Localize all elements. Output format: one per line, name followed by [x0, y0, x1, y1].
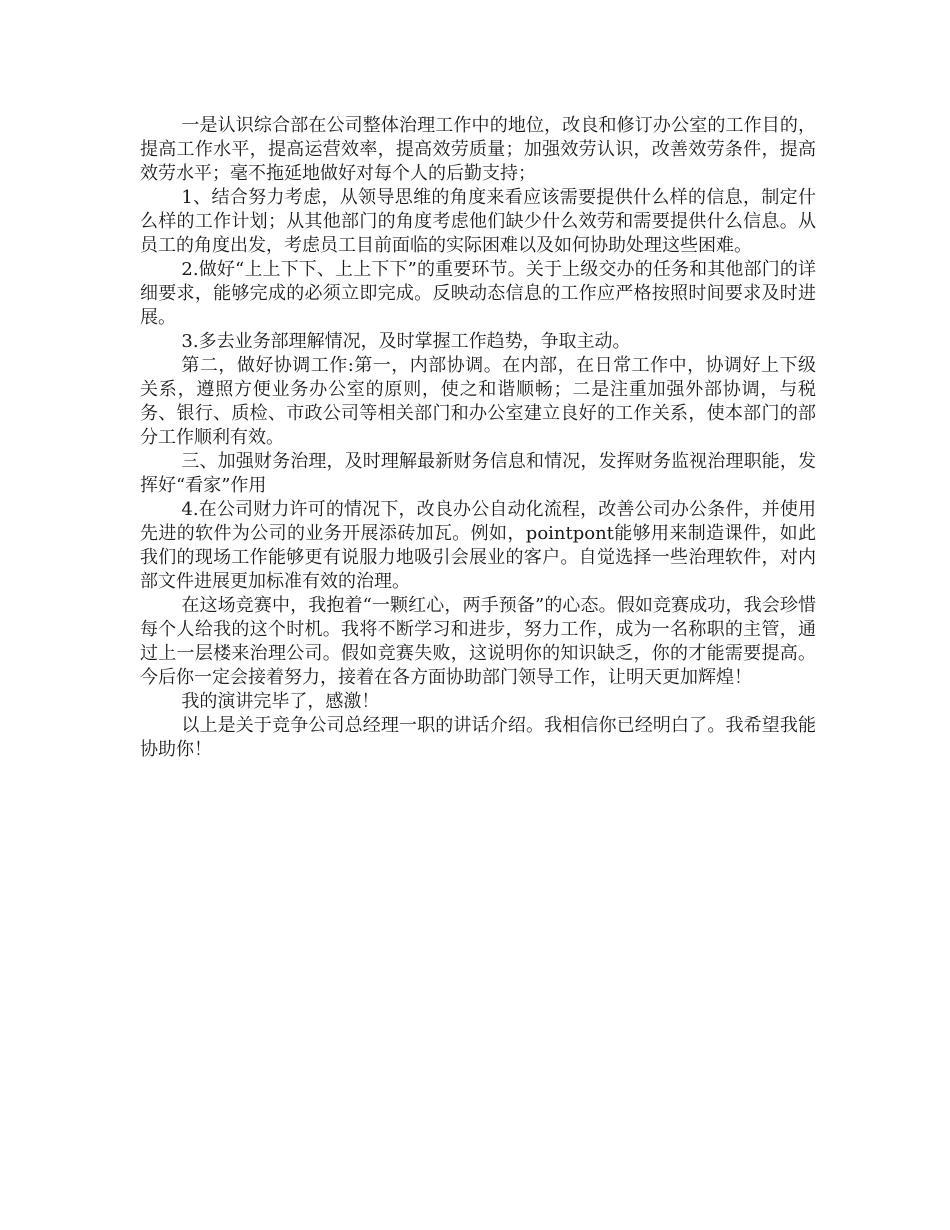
paragraph-competition: 在这场竞赛中，我抱着“一颗红心，两手预备”的心态。假如竞赛成功，我会珍惜每个人给我的这个时机。我将不断学习和进步，努力工作，成为一名称职的主管，通过上一层楼来治理公司。假如竞赛失败，这说明你的知识缺乏，你的才能需要提高。今后你一定会接着努力，接着在各方面协助部门领导工作，让明天更加辉煌！: [140, 595, 816, 688]
paragraph-item-4: 4.在公司财力许可的情况下，改良办公自动化流程，改善公司办公条件，并使用先进的软件为公司的业务开展添砖加瓦。例如，pointpont能够用来制造课件，如此我们的现场工作能够更有说服力地吸引会展业的客户。自觉选择一些治理软件，对内部文件进展更加标准有效的治理。: [140, 499, 816, 592]
paragraph-coordination: 第二，做好协调工作:第一，内部协调。在内部，在日常工作中，协调好上下级关系，遵照方便业务办公室的原则，使之和谐顺畅；二是注重加强外部协调，与税务、银行、质检、市政公司等相关部门和办公室建立良好的工作关系，使本部门的部分工作顺利有效。: [140, 355, 816, 448]
paragraph-item-3: 3.多去业务部理解情况，及时掌握工作趋势，争取主动。: [181, 331, 631, 352]
paragraph-closing: 我的演讲完毕了，感激！: [181, 691, 380, 712]
document-body: [140, 114, 816, 762]
paragraph-finance: 三、加强财务治理，及时理解最新财务信息和情况，发挥财务监视治理职能，发挥好“看家”作用: [140, 451, 816, 496]
paragraph-item-1: 1、结合努力考虑，从领导思维的角度来看应该需要提供什么样的信息，制定什么样的工作计划；从其他部门的角度考虑他们缺少什么效劳和需要提供什么信息。从员工的角度出发，考虑员工目前面临的实际困难以及如何协助处理这些困难。: [140, 187, 816, 256]
paragraph-item-2: 2.做好“上上下下、上上下下”的重要环节。关于上级交办的任务和其他部门的详细要求，能够完成的必须立即完成。反映动态信息的工作应严格按照时间要求及时进展。: [140, 259, 816, 328]
paragraph-support-role: 一是认识综合部在公司整体治理工作中的地位，改良和修订办公室的工作目的，提高工作水平，提高运营效率，提高效劳质量；加强效劳认识，改善效劳条件，提高效劳水平；毫不拖延地做好对每个人的后勤支持；: [140, 115, 816, 184]
paragraph-summary: 以上是关于竞争公司总经理一职的讲话介绍。我相信你已经明白了。我希望我能协助你！: [140, 715, 816, 760]
